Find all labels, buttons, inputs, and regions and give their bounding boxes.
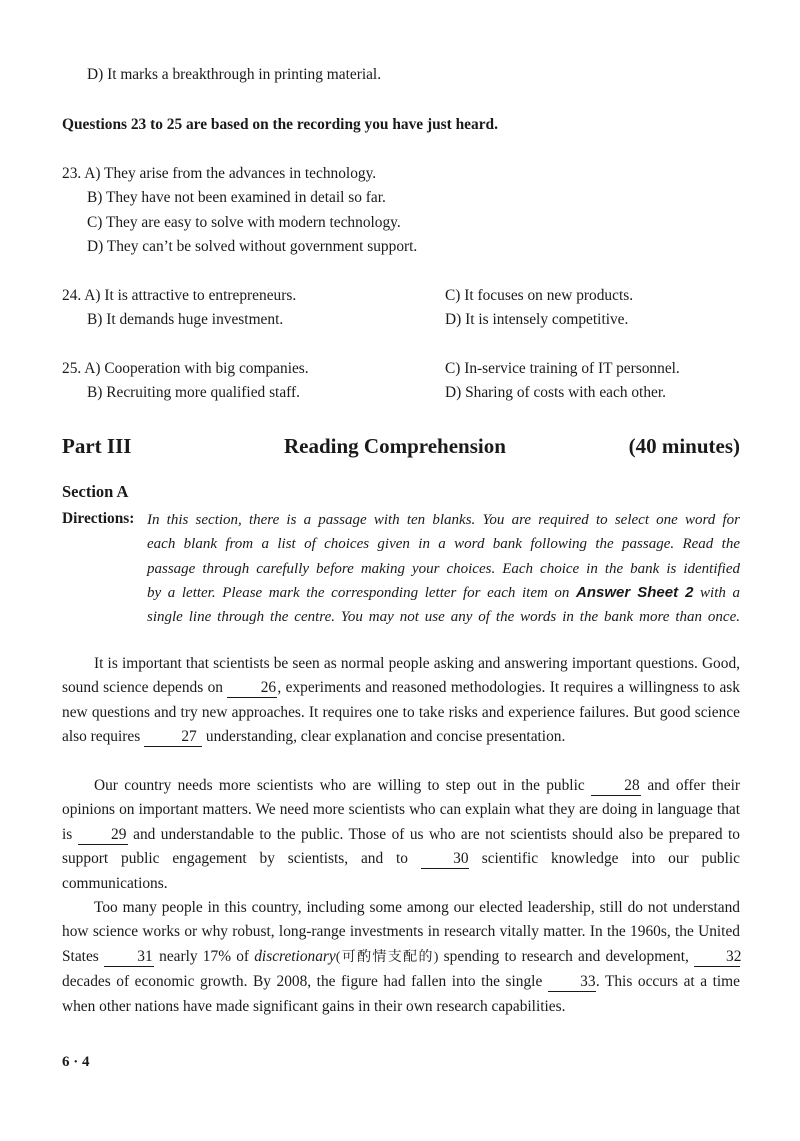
p1-text-3: understanding, clear explanation and concise presentation. [202,728,566,746]
p3-text-1: Too many people in this country, including some among our elected leadership, still do not understand how science works or why robust, long-range investments in research vitally matter. In the 1960s, the United States [62,899,740,965]
q24-option-b: B) It demands huge investment. [87,311,284,328]
directions-line-2: each blank from a list of choices given in a word bank following the passage. Read the [147,536,740,553]
q25-option-a: 25. A) Cooperation with big companies. [62,360,309,377]
section-heading: Section A [62,482,129,501]
term-discretionary: discretionary [254,947,336,965]
recording-heading: Questions 23 to 25 are based on the recording you have just heard. [62,116,498,133]
directions-line-4-end: with a [693,584,740,601]
p3-text-4: decades of economic growth. By 2008, the figure had fallen into the single [62,973,548,991]
directions-label: Directions: [62,510,135,527]
directions-line-4 [147,581,740,605]
passage-paragraph-3 [62,896,740,1019]
p3-text-5: . This occurs at a time when other nations have made significant gains in their own research capabilities. [62,973,740,1015]
part-number: Part III [62,434,132,458]
blank-28[interactable]: 28 [591,777,641,796]
blank-30[interactable]: 30 [421,850,469,869]
directions-text [147,508,740,629]
p2-text-1: Our country needs more scientists who are willing to step out in the public [94,777,591,794]
p3-text-3: spending to research and development, [438,947,695,965]
passage-paragraph-2 [62,774,740,896]
part-time: (40 minutes) [628,434,740,458]
p2-text-4: scientific knowledge into our public communications. [62,850,740,892]
answer-sheet-reference: Answer Sheet 2 [576,583,694,601]
p3-text-2: nearly 17% of [153,947,255,965]
chinese-gloss: (可酌情支配的) [335,949,439,965]
passage-paragraph-1 [62,652,740,750]
q25-option-d: D) Sharing of costs with each other. [445,384,666,401]
q25-option-b: B) Recruiting more qualified staff. [87,384,300,401]
q23-option-c: C) They are easy to solve with modern technology. [87,214,401,231]
q24-option-d: D) It is intensely competitive. [445,311,629,328]
p2-text-2: and offer their opinions on important matters. We need more scientists who can explain what they are doing in language that is [62,777,740,843]
exam-page [62,0,740,1141]
q22-option-d: D) It marks a breakthrough in printing material. [87,66,382,83]
q24-option-c: C) It focuses on new products. [445,287,634,304]
directions-line-3: passage through carefully before making your choices. Each choice in the bank is identified [147,560,740,577]
blank-27[interactable]: 27 [144,728,202,747]
directions-line-5: single line through the centre. You may not use any of the words in the bank more than once. [147,609,740,626]
part-title: Reading Comprehension [284,434,506,458]
blank-32[interactable]: 32 [694,948,740,967]
p1-text-2: , experiments and reasoned methodologies. It requires a willingness to ask new questions and try new approaches. It requires one to take risks and experience failures. But good science also requires [62,679,740,746]
directions-line-4-start: by a letter. Please mark the corresponding letter for each item on [147,584,577,601]
p1-text-1: It is important that scientists be seen as normal people asking and answering important questions. Good, sound science depends on [62,655,740,697]
q23-option-d: D) They can’t be solved without government support. [87,238,418,255]
q24-option-a: 24. A) It is attractive to entrepreneurs. [62,287,297,304]
q23-option-b: B) They have not been examined in detail so far. [87,189,386,206]
directions-line-1: In this section, there is a passage with ten blanks. You are required to select one word for [147,512,740,528]
page-number: 6 · 4 [62,1054,90,1070]
blank-31[interactable]: 31 [104,948,154,967]
q23-option-a: 23. A) They arise from the advances in technology. [62,165,377,182]
blank-33[interactable]: 33 [548,973,596,992]
blank-29[interactable]: 29 [78,826,128,845]
blank-26[interactable]: 26 [227,679,277,698]
q25-option-c: C) In-service training of IT personnel. [445,360,680,377]
p2-text-3: and understandable to the public. Those of us who are not scientists should also be prepared to support public engagement by scientists, and to [62,825,740,868]
